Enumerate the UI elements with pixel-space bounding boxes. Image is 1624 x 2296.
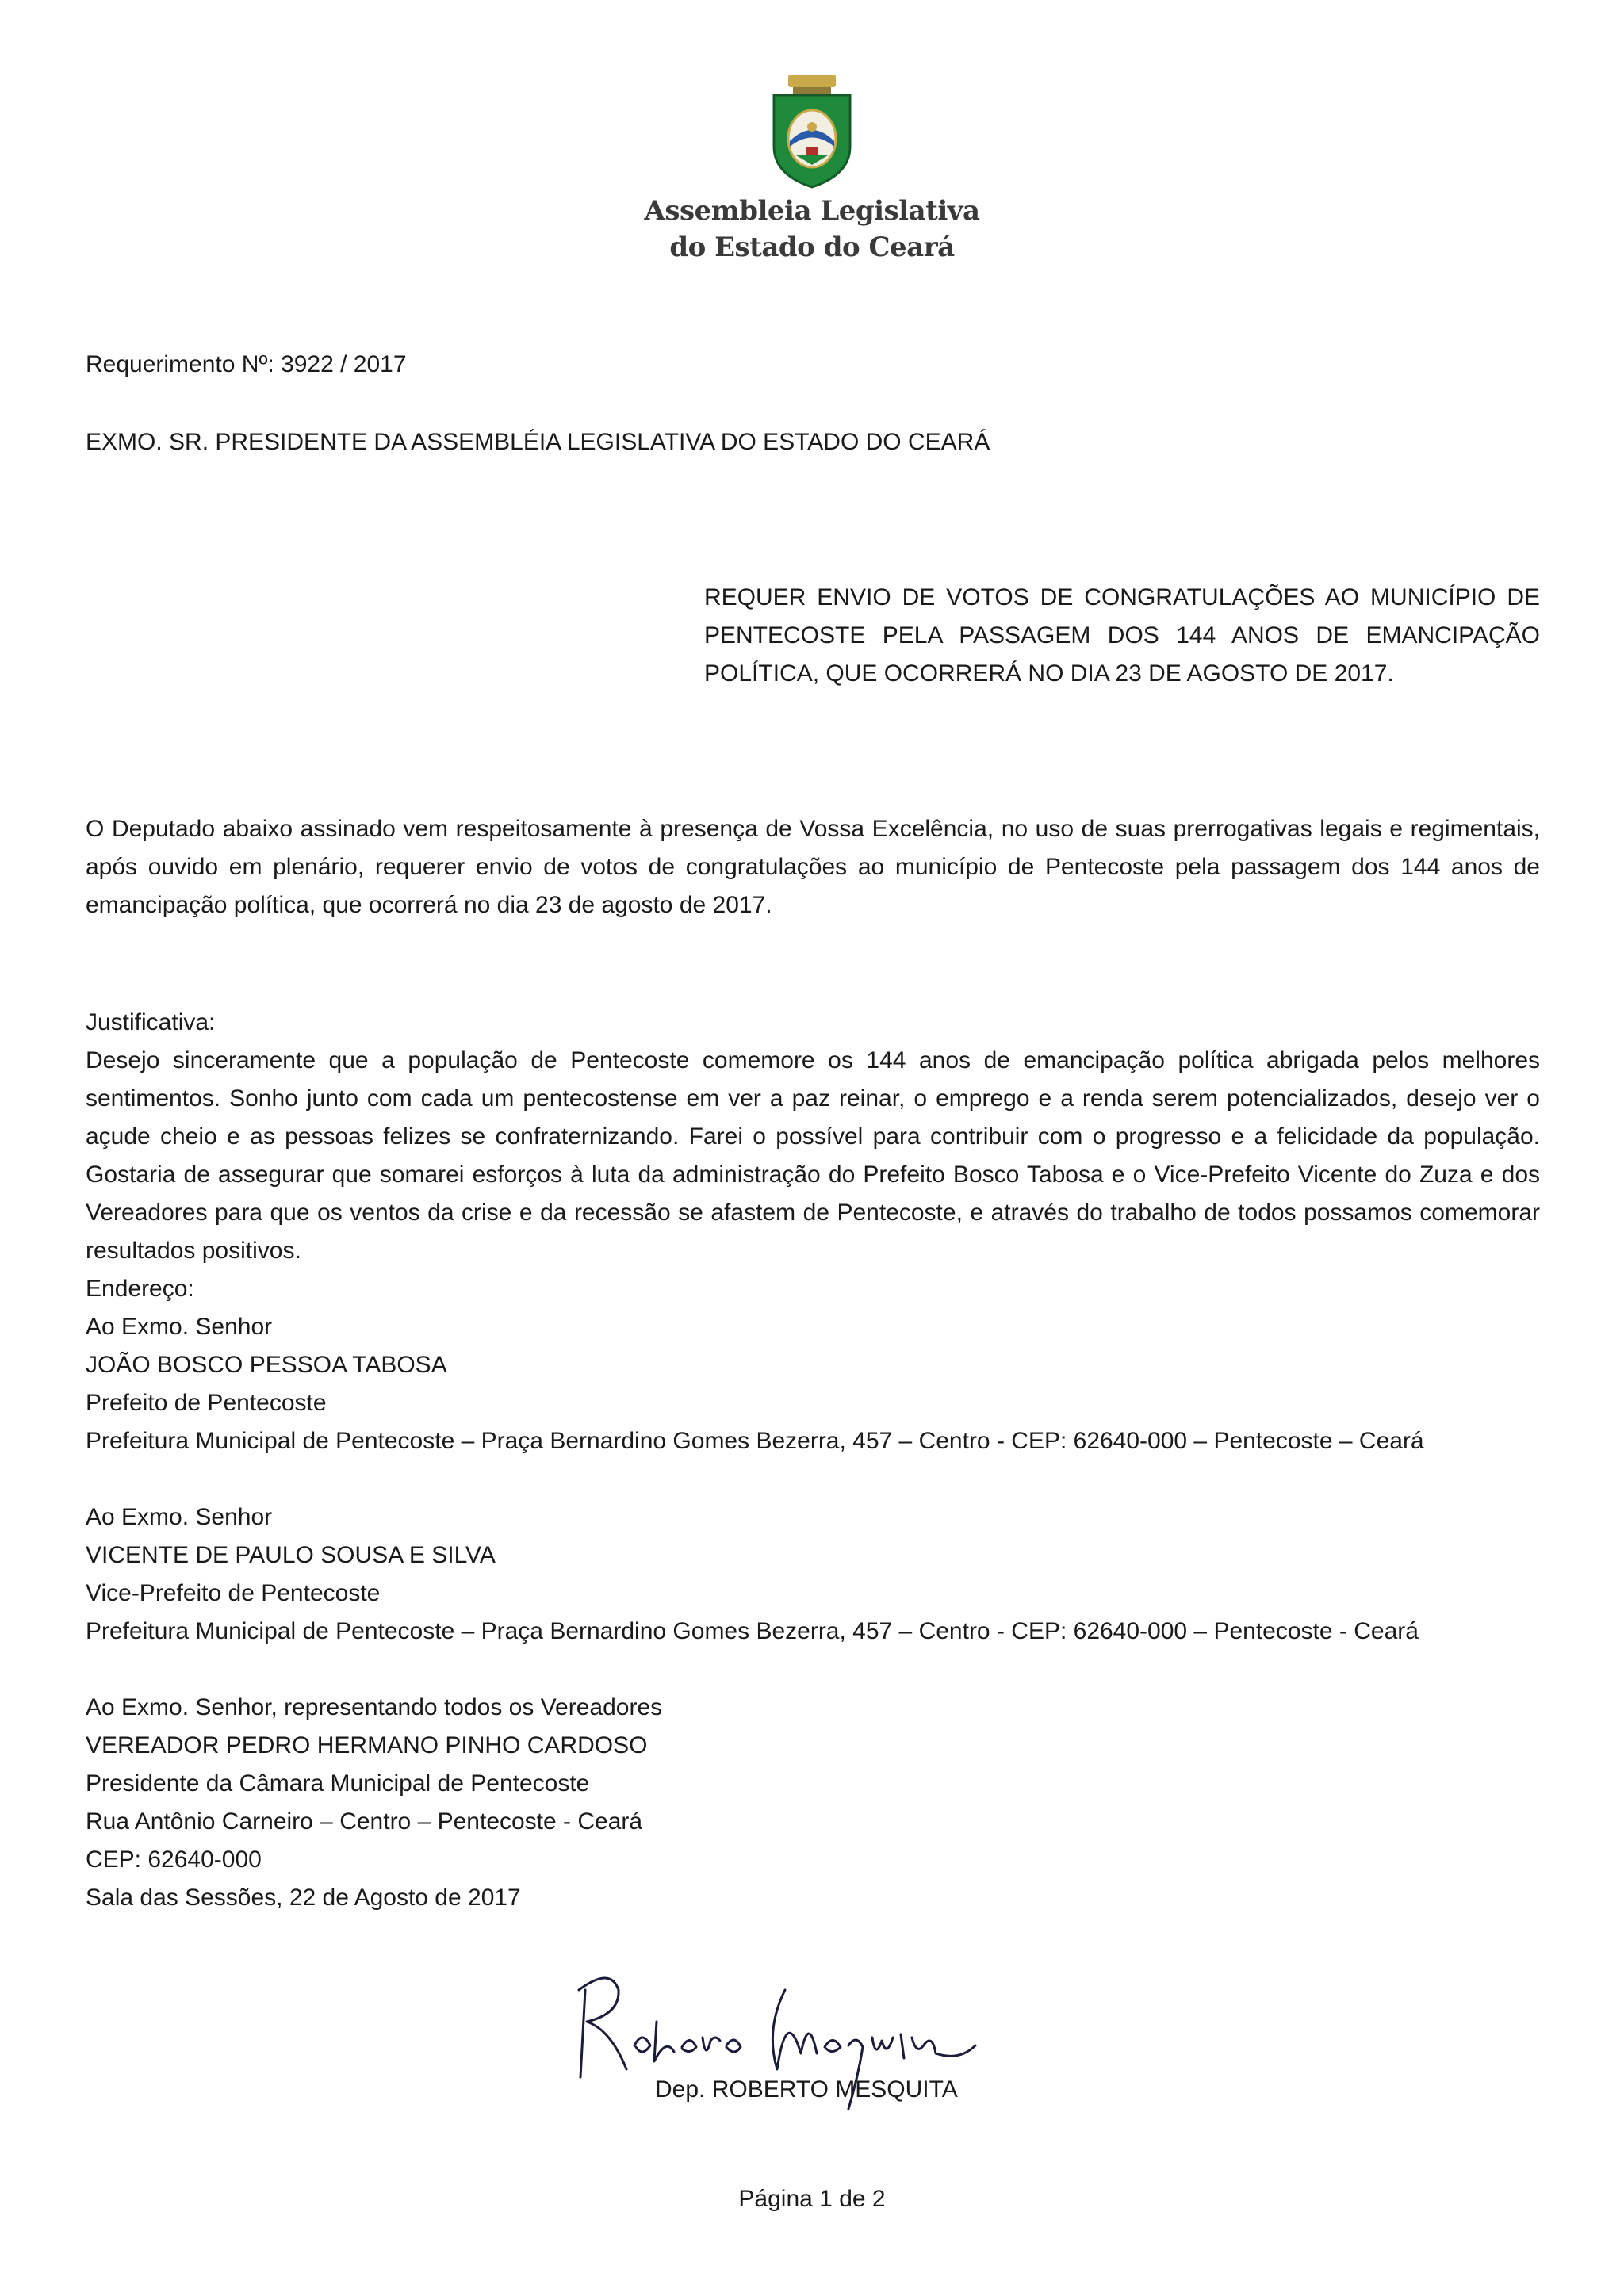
addressee-line: JOÃO BOSCO PESSOA TABOSA bbox=[86, 1352, 447, 1378]
addressee-line: Prefeitura Municipal de Pentecoste – Praça Bernardino Gomes Bezerra, 457 – Centro - CEP: 62640-000 – Pentecoste - Ceará bbox=[86, 1618, 1419, 1644]
page-number: Página 1 de 2 bbox=[738, 2186, 886, 2212]
addressee-block-3 bbox=[86, 1689, 1540, 1879]
addressee-line: Vice-Prefeito de Pentecoste bbox=[86, 1580, 381, 1606]
ceara-coat-of-arms-icon bbox=[764, 71, 860, 190]
institution-name-line1: Assembleia Legislativa bbox=[644, 195, 980, 227]
address-title: Endereço: bbox=[86, 1276, 194, 1302]
addressee-line: Ao Exmo. Senhor bbox=[86, 1314, 273, 1340]
addressee-line: Ao Exmo. Senhor bbox=[86, 1504, 273, 1530]
salutation: EXMO. SR. PRESIDENTE DA ASSEMBLÉIA LEGISLATIVA DO ESTADO DO CEARÁ bbox=[86, 429, 990, 455]
place-date: Sala das Sessões, 22 de Agosto de 2017 bbox=[86, 1885, 521, 1911]
addressee-line: CEP: 62640-000 bbox=[86, 1846, 262, 1873]
justification-text: Desejo sinceramente que a população de Pentecoste comemore os 144 anos de emancipação política abrigada pelos melhores sentimentos. Sonho junto com cada um pentecostense em ver a paz reinar, o emprego e a renda serem potencializados, desejo ver o açude cheio e as pessoas felizes se confraternizando. Farei o possível para contribuir com o progresso e a felicidade da população. Gostaria de assegurar que somarei esforços à luta da administração do Prefeito Bosco Tabosa e o Vice-Prefeito Vicente do Zuza e dos Vereadores para que os ventos da crise e da recessão se afastem de Pentecoste, e através do trabalho de todos possamos comemorar resultados positivos. bbox=[86, 1047, 1540, 1264]
addressee-line: Rua Antônio Carneiro – Centro – Pentecoste - Ceará bbox=[86, 1808, 643, 1835]
request-number: Requerimento Nº: 3922 / 2017 bbox=[86, 351, 407, 377]
addressee-line: Ao Exmo. Senhor, representando todos os Vereadores bbox=[86, 1694, 663, 1720]
justification-title: Justificativa: bbox=[86, 1009, 216, 1035]
addressee-line: Presidente da Câmara Municipal de Pentecoste bbox=[86, 1770, 590, 1797]
addressee-line: VEREADOR PEDRO HERMANO PINHO CARDOSO bbox=[86, 1732, 648, 1758]
justification-section bbox=[86, 1004, 1540, 1917]
request-body: O Deputado abaixo assinado vem respeitosamente à presença de Vossa Excelência, no uso de suas prerrogativas legais e regimentais, após ouvido em plenário, requerer envio de votos de congratulações ao município de Pentecoste pela passagem dos 144 anos de emancipação política, que ocorrerá no dia 23 de agosto de 2017. bbox=[86, 816, 1540, 918]
signer-name: Dep. ROBERTO MESQUITA bbox=[655, 2076, 958, 2103]
addressee-line: VICENTE DE PAULO SOUSA E SILVA bbox=[86, 1542, 496, 1568]
request-summary: REQUER ENVIO DE VOTOS DE CONGRATULAÇÕES AO MUNICÍPIO DE PENTECOSTE PELA PASSAGEM DOS 144 ANOS DE EMANCIPAÇÃO POLÍTICA, QUE OCORRERÁ NO DIA 23 DE AGOSTO DE 2017. bbox=[704, 584, 1540, 687]
institution-name-line2: do Estado do Ceará bbox=[669, 232, 955, 263]
spacer bbox=[86, 1460, 1540, 1498]
addressee-block-2 bbox=[86, 1498, 1540, 1651]
spacer bbox=[86, 1651, 1540, 1689]
addressee-line: Prefeitura Municipal de Pentecoste – Praça Bernardino Gomes Bezerra, 457 – Centro - CEP: 62640-000 – Pentecoste – Ceará bbox=[86, 1428, 1424, 1454]
addressee-block-1 bbox=[86, 1308, 1540, 1460]
addressee-line: Prefeito de Pentecoste bbox=[86, 1390, 327, 1416]
letterhead bbox=[0, 71, 1624, 263]
